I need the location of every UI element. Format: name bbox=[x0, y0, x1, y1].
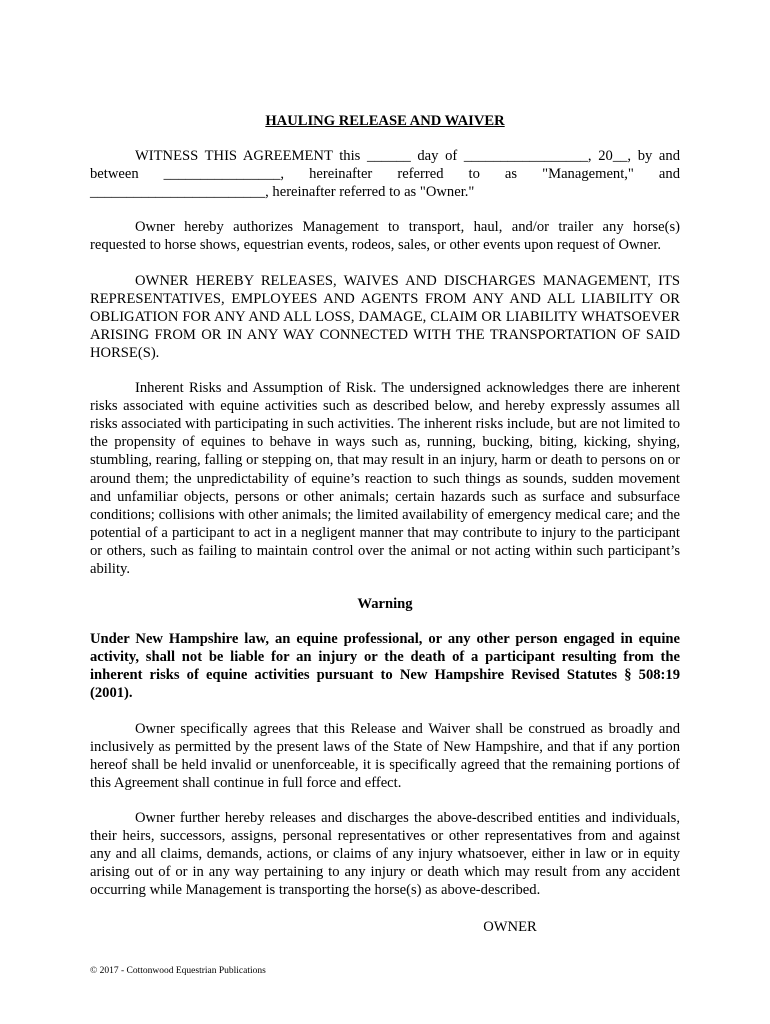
inherent-risks-paragraph: Inherent Risks and Assumption of Risk. The undersigned acknowledges there are inherent risks associated with equine activities such as described below, and hereby expressly assumes all risks associated with participating in such activities. The inherent risks include, but are not limited to the propensity of equines to behave in ways such as, running, bucking, biting, kicking, shying, stumbling, rearing, falling or stepping on, that may result in an injury, harm or death to persons on or around them; the unpredictability of equine’s reaction to such things as sounds, sudden movement and unfamiliar objects, persons or other animals; certain hazards such as surface and subsurface conditions; collisions with other animals; the limited availability of emergency medical care; and the potential of a participant to act in a negligent manner that may contribute to injury to the participant or others, such as failing to maintain control over the animal or not acting within such participant’s ability. bbox=[90, 380, 680, 577]
witness-line-3: ________________________, hereinafter referred to as "Owner." bbox=[90, 184, 475, 201]
document-title: HAULING RELEASE AND WAIVER bbox=[265, 113, 505, 129]
witness-paragraph bbox=[90, 147, 680, 201]
release-paragraph: OWNER HEREBY RELEASES, WAIVES AND DISCHARGES MANAGEMENT, ITS REPRESENTATIVES, EMPLOYEES AND AGENTS FROM ANY AND ALL LIABILITY OR OBLIGATION FOR ANY AND ALL LOSS, DAMAGE, CLAIM OR LIABILITY WHATSOEVER ARISING FROM OR IN ANY WAY CONNECTED WITH THE TRANSPORTATION OF SAID HORSE(S). bbox=[90, 272, 680, 361]
warning-heading: Warning bbox=[357, 596, 413, 613]
copyright-footer: © 2017 - Cottonwood Equestrian Publications bbox=[90, 966, 266, 976]
further-release-paragraph: Owner further hereby releases and discharges the above-described entities and individuals, their heirs, successors, assigns, personal representatives or other representatives from and against any and all claims, demands, actions, or claims of any injury whatsoever, either in law or in equity arising out of or in any way pertaining to any injury or death which may result from any accident occurring while Management is transporting the horse(s) as above-described. bbox=[90, 809, 680, 899]
owner-signature-label: OWNER bbox=[483, 919, 537, 936]
construction-paragraph: Owner specifically agrees that this Release and Waiver shall be construed as broadly and inclusively as permitted by the present laws of the State of New Hampshire, and that if any portion hereof shall be held invalid or unenforceable, it is specifically agreed that the remaining portions of this Agreement shall continue in full force and effect. bbox=[90, 720, 680, 791]
authorization-paragraph: Owner hereby authorizes Management to transport, haul, and/or trailer any horse(s) requested to horse shows, equestrian events, rodeos, sales, or other events upon request of Owner. bbox=[90, 219, 680, 254]
document-body bbox=[90, 104, 680, 936]
warning-text: Under New Hampshire law, an equine professional, or any other person engaged in equine activity, shall not be liable for an injury or the death of a participant resulting from the inherent risks of equine activities pursuant to New Hampshire Revised Statutes § 508:19 (2001). bbox=[90, 631, 680, 702]
witness-line-2: between ________________, hereinafter referred to as "Management," and bbox=[90, 166, 680, 183]
witness-line-1: WITNESS THIS AGREEMENT this ______ day of _________________, 20__, by and bbox=[135, 148, 680, 165]
